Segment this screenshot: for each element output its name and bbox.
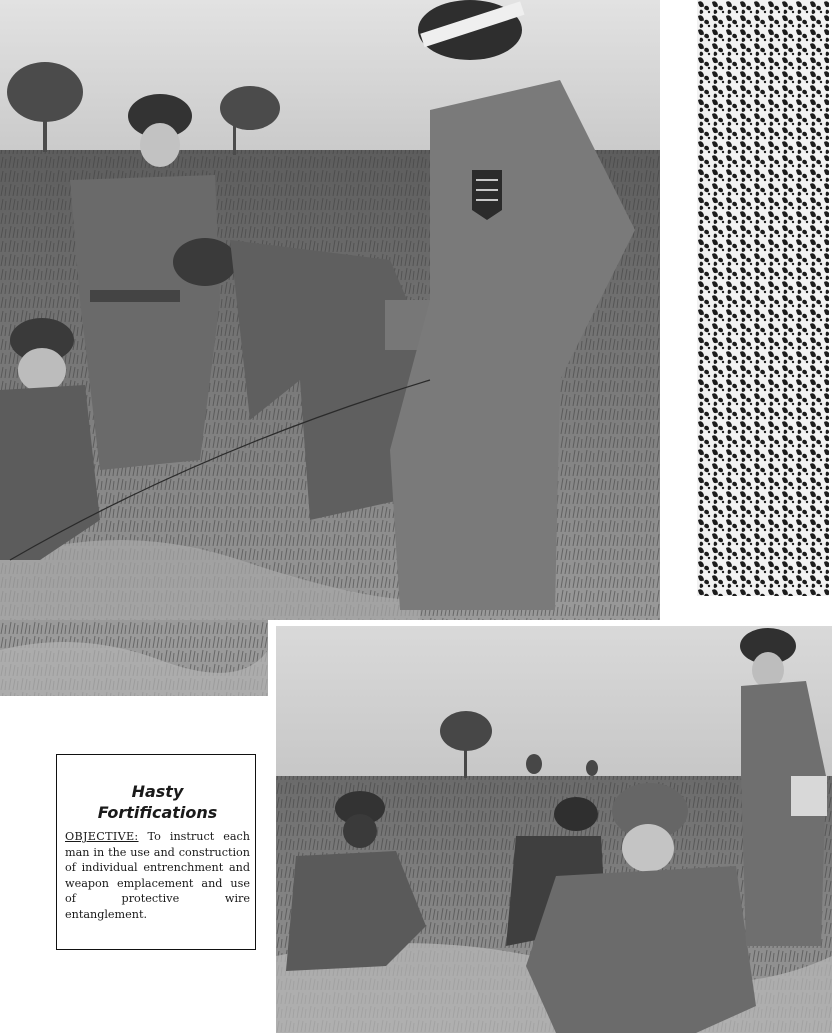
- caption-box: [56, 754, 256, 950]
- caption-title-line1: Hasty: [131, 782, 184, 801]
- objective-text: To instruct each man in the use and construction of individual entrenchment and weapon emplacement and use of protective wire entanglement.: [65, 830, 250, 921]
- caption-body: [65, 829, 250, 923]
- top-photograph: [0, 0, 660, 620]
- bottom-photograph: [276, 626, 832, 1033]
- decorative-texture-panel: [697, 0, 829, 596]
- objective-label: OBJECTIVE:: [65, 830, 139, 843]
- top-photograph-extension: [0, 620, 268, 696]
- caption-title-line2: Fortifications: [97, 803, 218, 822]
